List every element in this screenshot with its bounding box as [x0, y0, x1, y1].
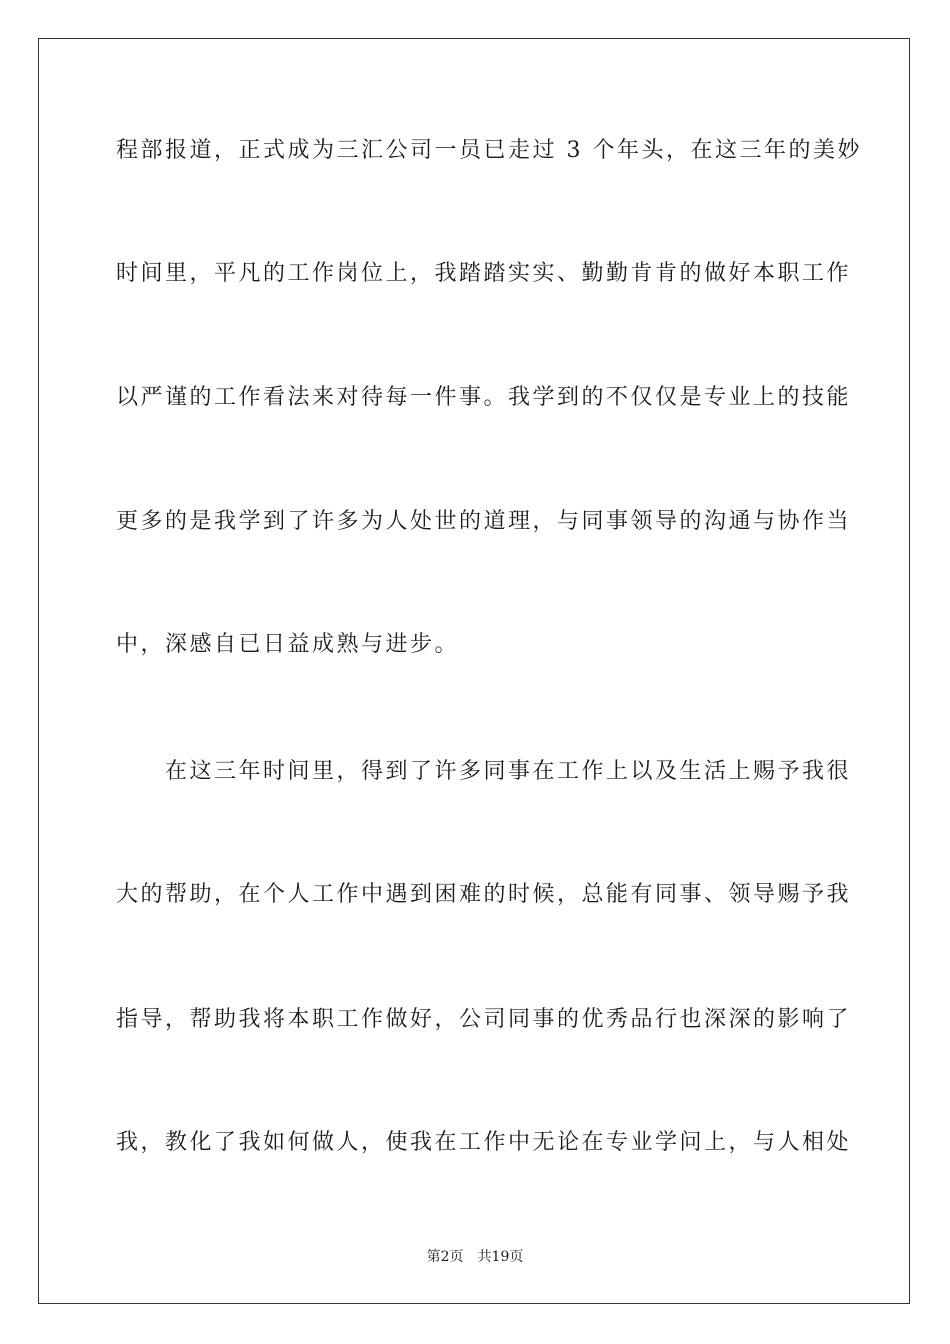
- page-number: 第2页: [426, 1249, 464, 1265]
- body-line-5: 中，深感自已日益成熟与进步。: [116, 632, 460, 657]
- body-line-3: 以严谨的工作看法来对待每一件事。我学到的不仅仅是专业上的技能: [116, 385, 852, 410]
- body-line-4: 更多的是我学到了许多为人处世的道理，与同事领导的沟通与协作当: [116, 509, 852, 534]
- body-line-7: 大的帮助，在个人工作中遇到困难的时候，总能有同事、领导赐予我: [116, 882, 852, 907]
- body-line-8: 指导，帮助我将本职工作做好，公司同事的优秀品行也深深的影响了: [116, 1007, 852, 1032]
- page-total: 共19页: [477, 1249, 524, 1265]
- body-line-9: 我，教化了我如何做人，使我在工作中无论在专业学问上，与人相处: [116, 1130, 852, 1155]
- body-line-6-paragraph-start: 在这三年时间里，得到了许多同事在工作上以及生活上赐予我很: [165, 759, 852, 784]
- page-border: [38, 38, 910, 1304]
- page-footer: [0, 1248, 950, 1266]
- body-line-1: 程部报道，正式成为三汇公司一员已走过 3 个年头，在这三年的美妙: [116, 138, 862, 163]
- body-line-2: 时间里，平凡的工作岗位上，我踏踏实实、勤勤肯肯的做好本职工作: [116, 261, 852, 286]
